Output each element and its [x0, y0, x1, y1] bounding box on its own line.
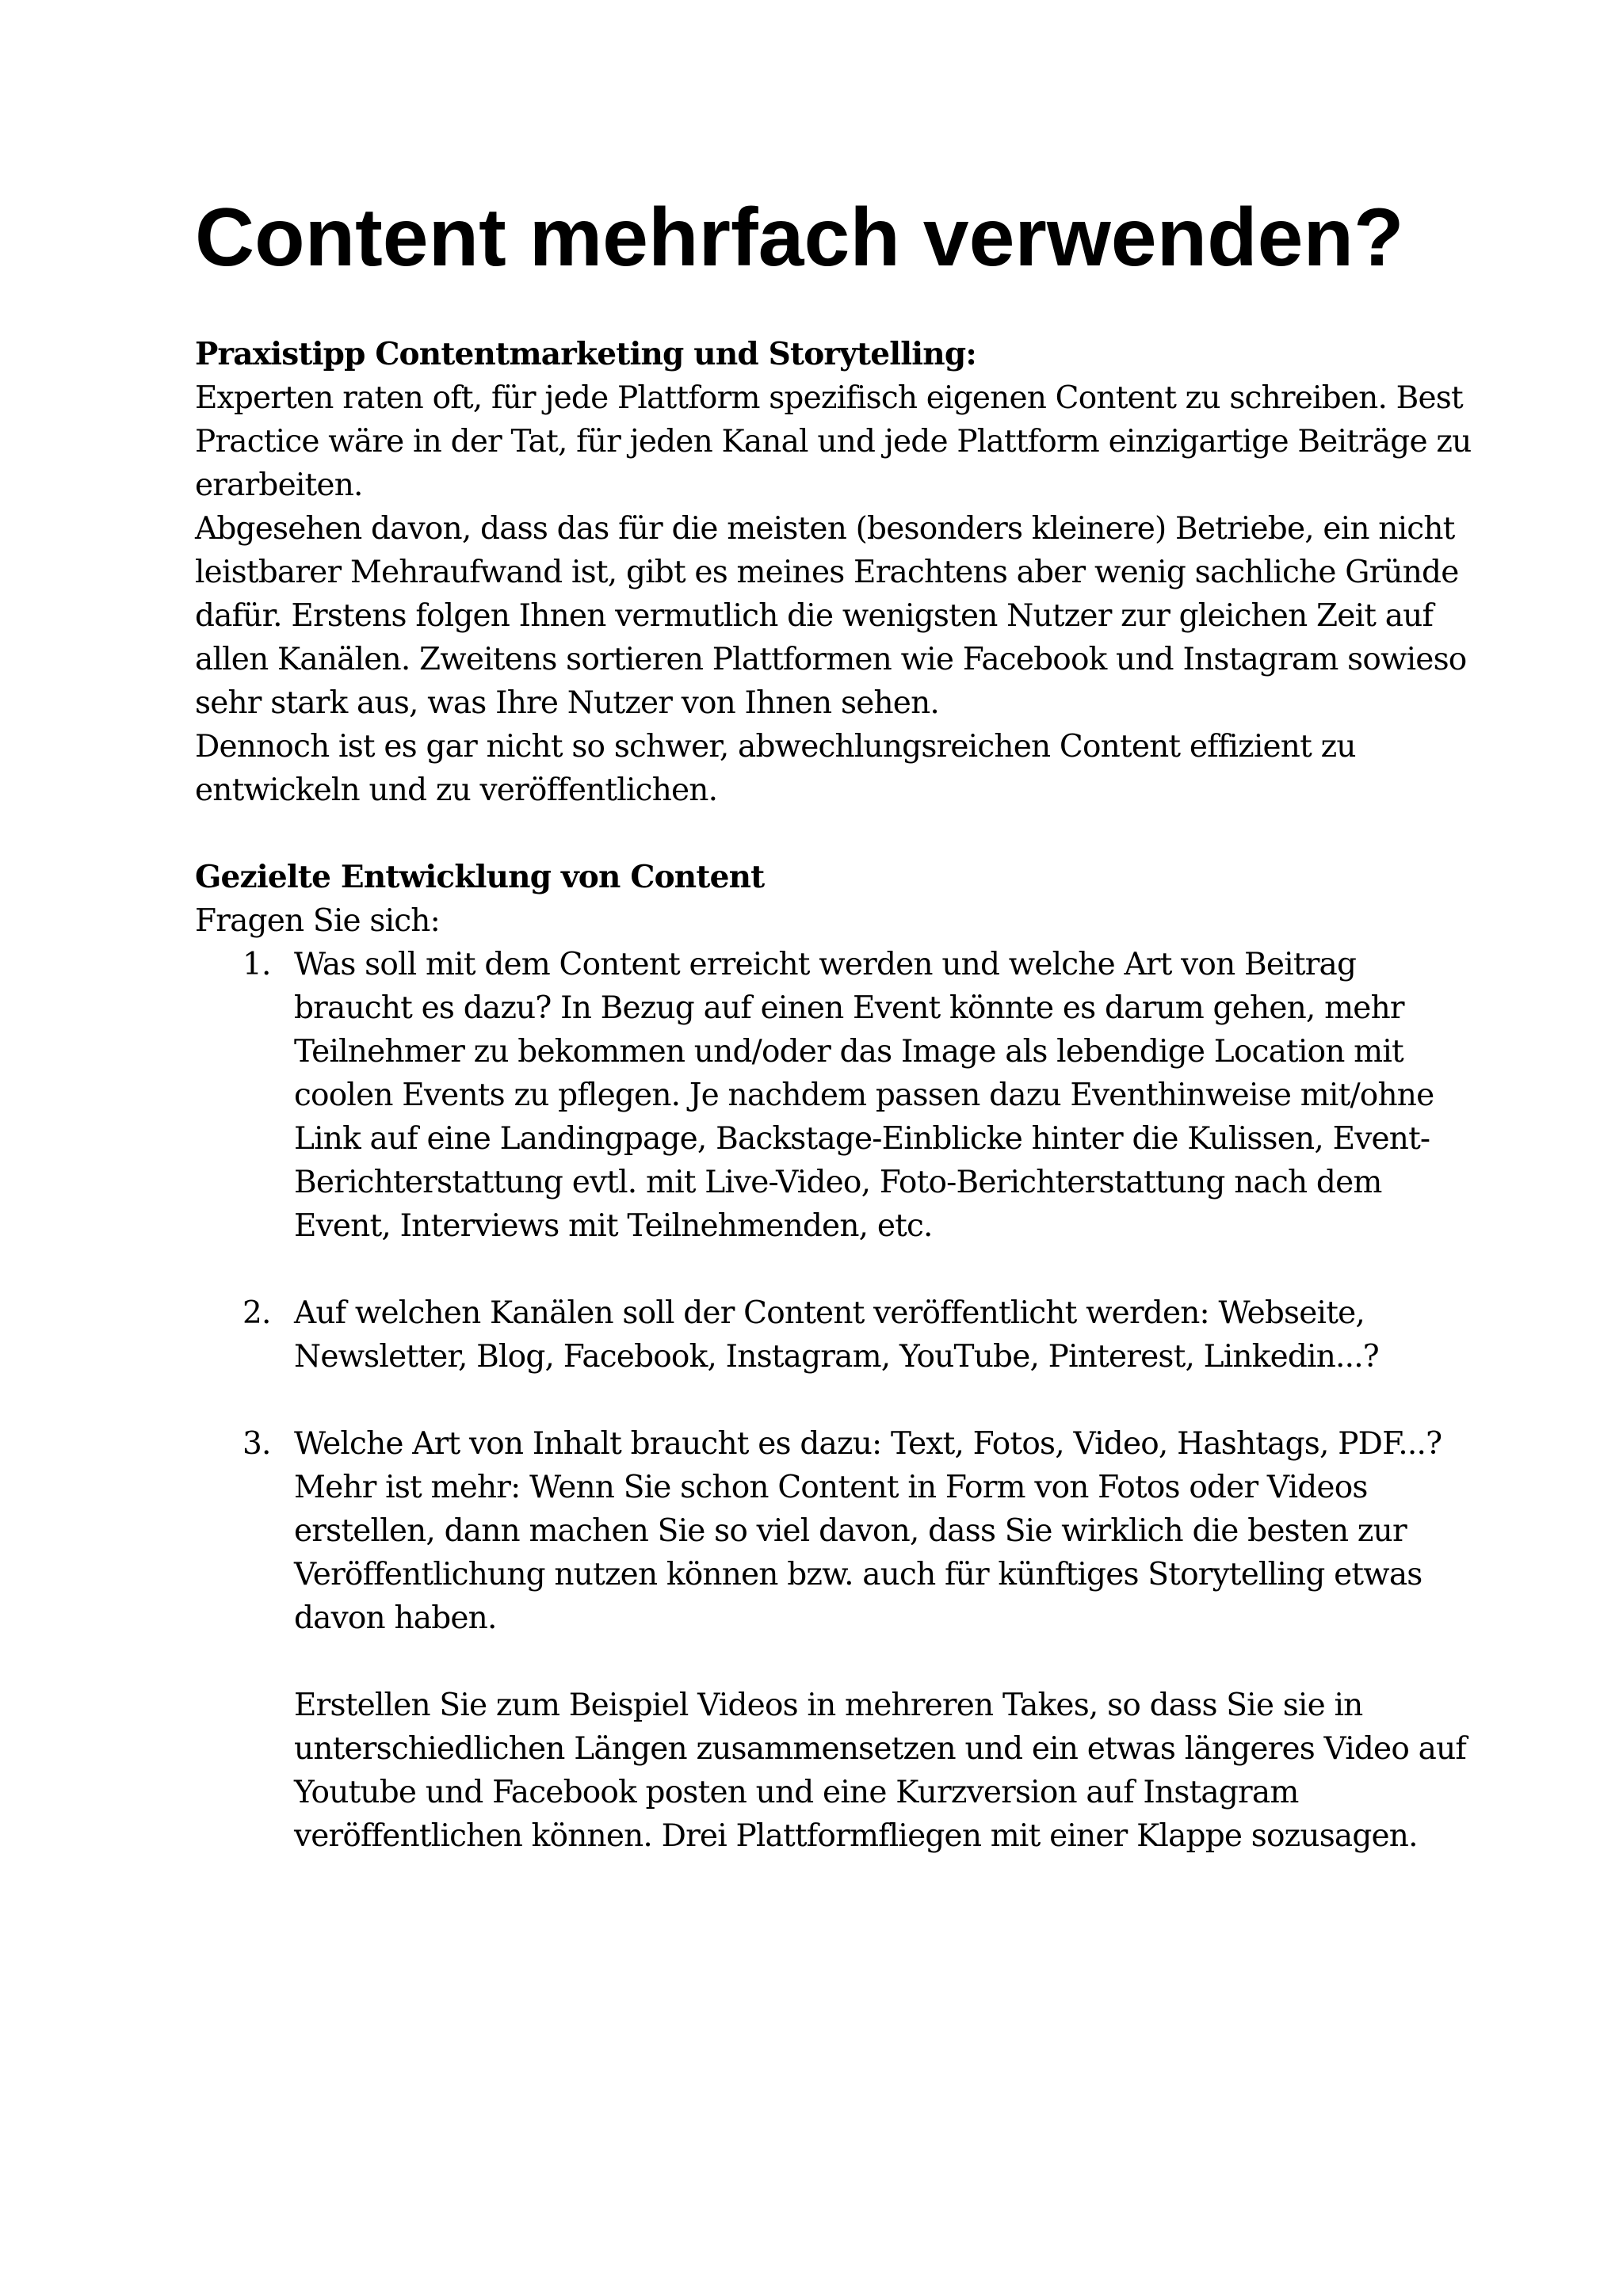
list-number: 2.	[242, 1295, 271, 1331]
page-title: Content mehrfach verwenden?	[195, 192, 1404, 284]
section-heading: Gezielte Entwicklung von Content	[195, 859, 765, 895]
section-content-entwicklung	[195, 856, 1479, 1858]
list-item-extra-text: Erstellen Sie zum Beispiel Videos in mehreren Takes, so dass Sie sie in unterschiedlichen Längen zusammensetzen und ein etwas längeres Video auf Youtube und Facebook posten und eine Kurzversion auf Instagram veröffentlichen können. Drei Plattformfliegen mit einer Klappe sozusagen.	[294, 1688, 1467, 1854]
paragraph: Experten raten oft, für jede Plattform spezifisch eigenen Content zu schreiben. Best Practice wäre in der Tat, für jeden Kanal und jede Plattform einzigartige Beiträge zu erarbeiten.	[195, 380, 1472, 503]
document-page	[195, 190, 1479, 1858]
section-intro: Fragen Sie sich:	[195, 903, 440, 939]
list-item-text: Welche Art von Inhalt braucht es dazu: Text, Fotos, Video, Hashtags, PDF...? Mehr ist mehr: Wenn Sie schon Content in Form von Fotos oder Videos erstellen, dann machen Sie so viel davon, dass Sie wirklich die besten zur Veröffentlichung nutzen können bzw. auch für künftiges Storytelling etwas davon haben.	[294, 1426, 1442, 1636]
list-item	[195, 943, 1479, 1248]
numbered-list	[195, 943, 1479, 1858]
section-heading: Praxistipp Contentmarketing und Storytelling:	[195, 336, 976, 372]
list-item-text: Auf welchen Kanälen soll der Content veröffentlicht werden: Webseite, Newsletter, Blog, Facebook, Instagram, YouTube, Pinterest, Linkedin...?	[294, 1295, 1379, 1375]
list-number: 1.	[242, 947, 271, 982]
list-item	[195, 1422, 1479, 1858]
list-item	[195, 1291, 1479, 1379]
section-praxistipp	[195, 333, 1479, 812]
list-number: 3.	[242, 1426, 271, 1462]
list-item-text: Was soll mit dem Content erreicht werden und welche Art von Beitrag braucht es dazu? In Bezug auf einen Event könnte es darum gehen, mehr Teilnehmer zu bekommen und/oder das Image als lebendige Location mit coolen Events zu pflegen. Je nachdem passen dazu Eventhinweise mit/ohne Link auf eine Landingpage, Backstage-Einblicke hinter die Kulissen, Event-Berichterstattung evtl. mit Live-Video, Foto-Berichterstattung nach dem Event, Interviews mit Teilnehmenden, etc.	[294, 947, 1434, 1244]
paragraph: Abgesehen davon, dass das für die meisten (besonders kleinere) Betriebe, ein nicht leistbarer Mehraufwand ist, gibt es meines Erachtens aber wenig sachliche Gründe dafür. Erstens folgen Ihnen vermutlich die wenigsten Nutzer zur gleichen Zeit auf allen Kanälen. Zweitens sortieren Plattformen wie Facebook und Instagram sowieso sehr stark aus, was Ihre Nutzer von Ihnen sehen.	[195, 511, 1467, 721]
paragraph: Dennoch ist es gar nicht so schwer, abwechlungsreichen Content effizient zu entwickeln und zu veröffentlichen.	[195, 729, 1356, 808]
